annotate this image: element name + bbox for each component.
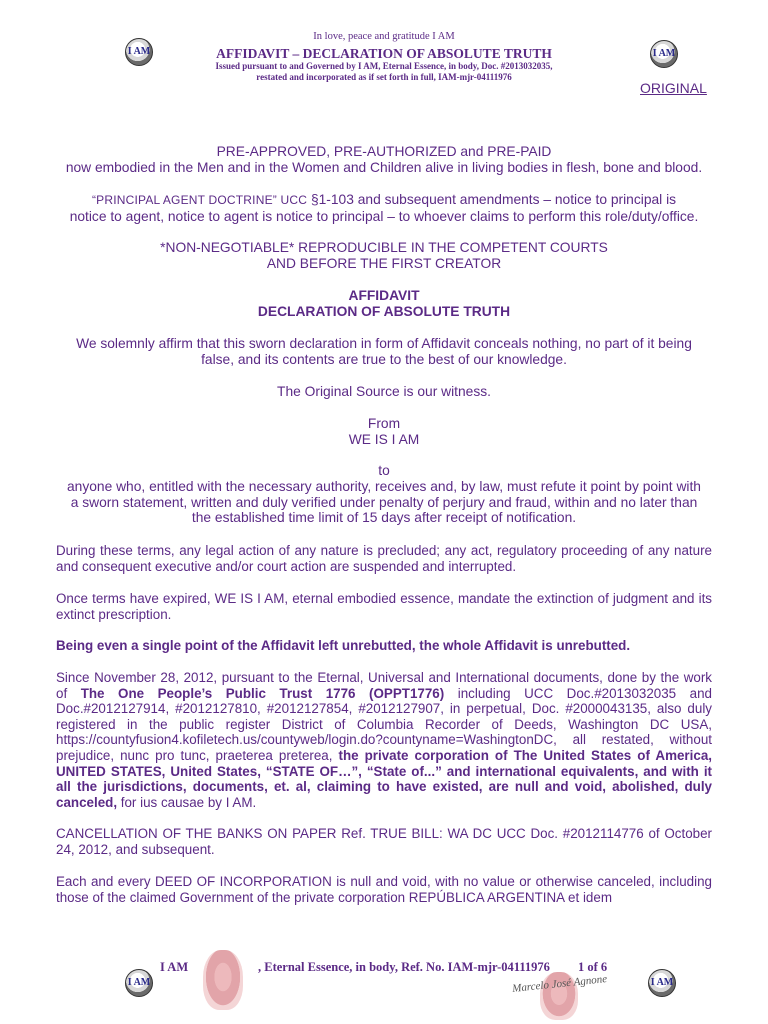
- since-part-1: Since November 28, 2012, pursuant to the Eternal, Universal and International documents, done by the work of: [56, 670, 712, 701]
- preapproved-block: [40, 144, 728, 175]
- anyone-line-2: a sworn statement, written and duly verified under penalty of perjury and fraud, within and no later than: [70, 494, 698, 510]
- doctrine-line-1: [40, 192, 728, 209]
- from-label: From: [367, 416, 401, 431]
- header-tagline: In love, peace and gratitude I AM: [313, 31, 455, 42]
- since-part-3: for ius causae by I AM.: [117, 794, 257, 810]
- doctrine-line-2: notice to agent, notice to agent is notice to principal – to whoever claims to perform this role/duty/office.: [69, 208, 699, 224]
- anyone-block: [40, 479, 728, 526]
- nonnegotiable-line-2: AND BEFORE THE FIRST CREATOR: [266, 255, 502, 271]
- affirm-block: [40, 336, 728, 367]
- seal-text: I AM: [127, 46, 151, 57]
- unrebutted-paragraph: Being even a single point of the Affidavit left unrebutted, the whole Affidavit is unrebutted.: [56, 638, 631, 653]
- since-part-2: including UCC Doc.#2013032035 and Doc.#2012127914, #2012127810, #2012127854, #2012127907, in perpetual, Doc. #2000043135, also duly registered in the public register District of Columbia Recorder of Deeds, Washington DC USA, https://countyfusion4.kofiletech.us/countyweb/login.do?countyname=WashingtonDC, all restated, without prejudice, nunc pro tunc, praeterea preterea,: [56, 685, 712, 763]
- signature: Marcelo José Agnone: [511, 973, 608, 995]
- header-subtitle: [0, 61, 768, 82]
- footer-iam: I AM: [160, 960, 189, 974]
- footer-page-number: 1 of 6: [578, 960, 608, 974]
- to-label: to: [378, 463, 390, 478]
- seal-text: I AM: [127, 977, 151, 988]
- header-subtitle-line-2: restated and incorporated as if set forth in full, IAM-mjr-04111976: [256, 71, 512, 82]
- seal-icon-left: [125, 38, 153, 66]
- doctrine-name: “PRINCIPAL AGENT DOCTRINE” UCC: [91, 193, 308, 207]
- thumbprint-icon-left: [203, 950, 243, 1010]
- affirm-line-2: false, and its contents are true to the best of our knowledge.: [201, 351, 567, 367]
- seal-icon-footer-right: [648, 969, 676, 997]
- doctrine-block: [40, 192, 728, 224]
- deed-paragraph: Each and every DEED OF INCORPORATION is null and void, with no value or otherwise canceled, including those of the claimed Government of the private corporation REPÚBLICA ARGENTINA et idem: [56, 874, 712, 905]
- anyone-line-3: the established time limit of 15 days after receipt of notification.: [191, 510, 577, 526]
- header-title: AFFIDAVIT – DECLARATION OF ABSOLUTE TRUTH: [216, 46, 552, 61]
- expired-paragraph: Once terms have expired, WE IS I AM, eternal embodied essence, mandate the extinction of judgment and its extinct prescription.: [56, 591, 712, 622]
- since-bold-statement: the private corporation of The United States of America, UNITED STATES, United States, “STATE OF…”, “State of...” and international equivalents, and with it all the jurisdictions, documents, et. al, claiming to have existed, are null and void, abolished, duly canceled,: [56, 747, 712, 810]
- cancellation-paragraph: CANCELLATION OF THE BANKS ON PAPER Ref. TRUE BILL: WA DC UCC Doc. #2012114776 of October 24, 2012, and subsequent.: [56, 826, 712, 857]
- trust-name: The One People’s Public Trust 1776 (OPPT1776): [80, 685, 445, 701]
- preapproved-line-2: now embodied in the Men and in the Women and Children alive in living bodies in flesh, bone and blood.: [65, 159, 703, 175]
- affidavit-heading: [40, 288, 728, 319]
- witness-line: The Original Source is our witness.: [277, 384, 491, 399]
- header-subtitle-line-1: Issued pursuant to and Governed by I AM, Eternal Essence, in body, Doc. #2013032035,: [215, 61, 553, 71]
- preapproved-line-1: PRE-APPROVED, PRE-AUTHORIZED and PRE-PAID: [216, 144, 552, 159]
- from-name: WE IS I AM: [348, 431, 420, 447]
- seal-text: I AM: [652, 48, 676, 59]
- anyone-line-1: anyone who, entitled with the necessary authority, receives and, by law, must refute it point by point with: [67, 479, 701, 494]
- affidavit-heading-line-2: DECLARATION OF ABSOLUTE TRUTH: [257, 303, 511, 319]
- terms-paragraph: During these terms, any legal action of any nature is precluded; any act, regulatory proceeding of any nature and consequent executive and/or court action are suspended and interrupted.: [56, 543, 712, 574]
- seal-text: I AM: [650, 977, 674, 988]
- doctrine-line-1-rest: §1-103 and subsequent amendments – notice to principal is: [307, 192, 677, 207]
- footer-essence-ref: , Eternal Essence, in body, Ref. No. IAM-mjr-04111976: [258, 960, 550, 974]
- nonnegotiable-block: [40, 240, 728, 271]
- nonnegotiable-line-1: *NON-NEGOTIABLE* REPRODUCIBLE IN THE COMPETENT COURTS: [160, 240, 608, 255]
- affirm-line-1: We solemnly affirm that this sworn declaration in form of Affidavit conceals nothing, no part of it being: [76, 336, 692, 351]
- seal-icon-footer-left: [125, 969, 153, 997]
- original-label: ORIGINAL: [640, 80, 707, 96]
- affidavit-heading-line-1: AFFIDAVIT: [348, 288, 420, 303]
- seal-icon-right: [650, 40, 678, 68]
- from-block: [40, 416, 728, 447]
- since-paragraph: [56, 670, 712, 810]
